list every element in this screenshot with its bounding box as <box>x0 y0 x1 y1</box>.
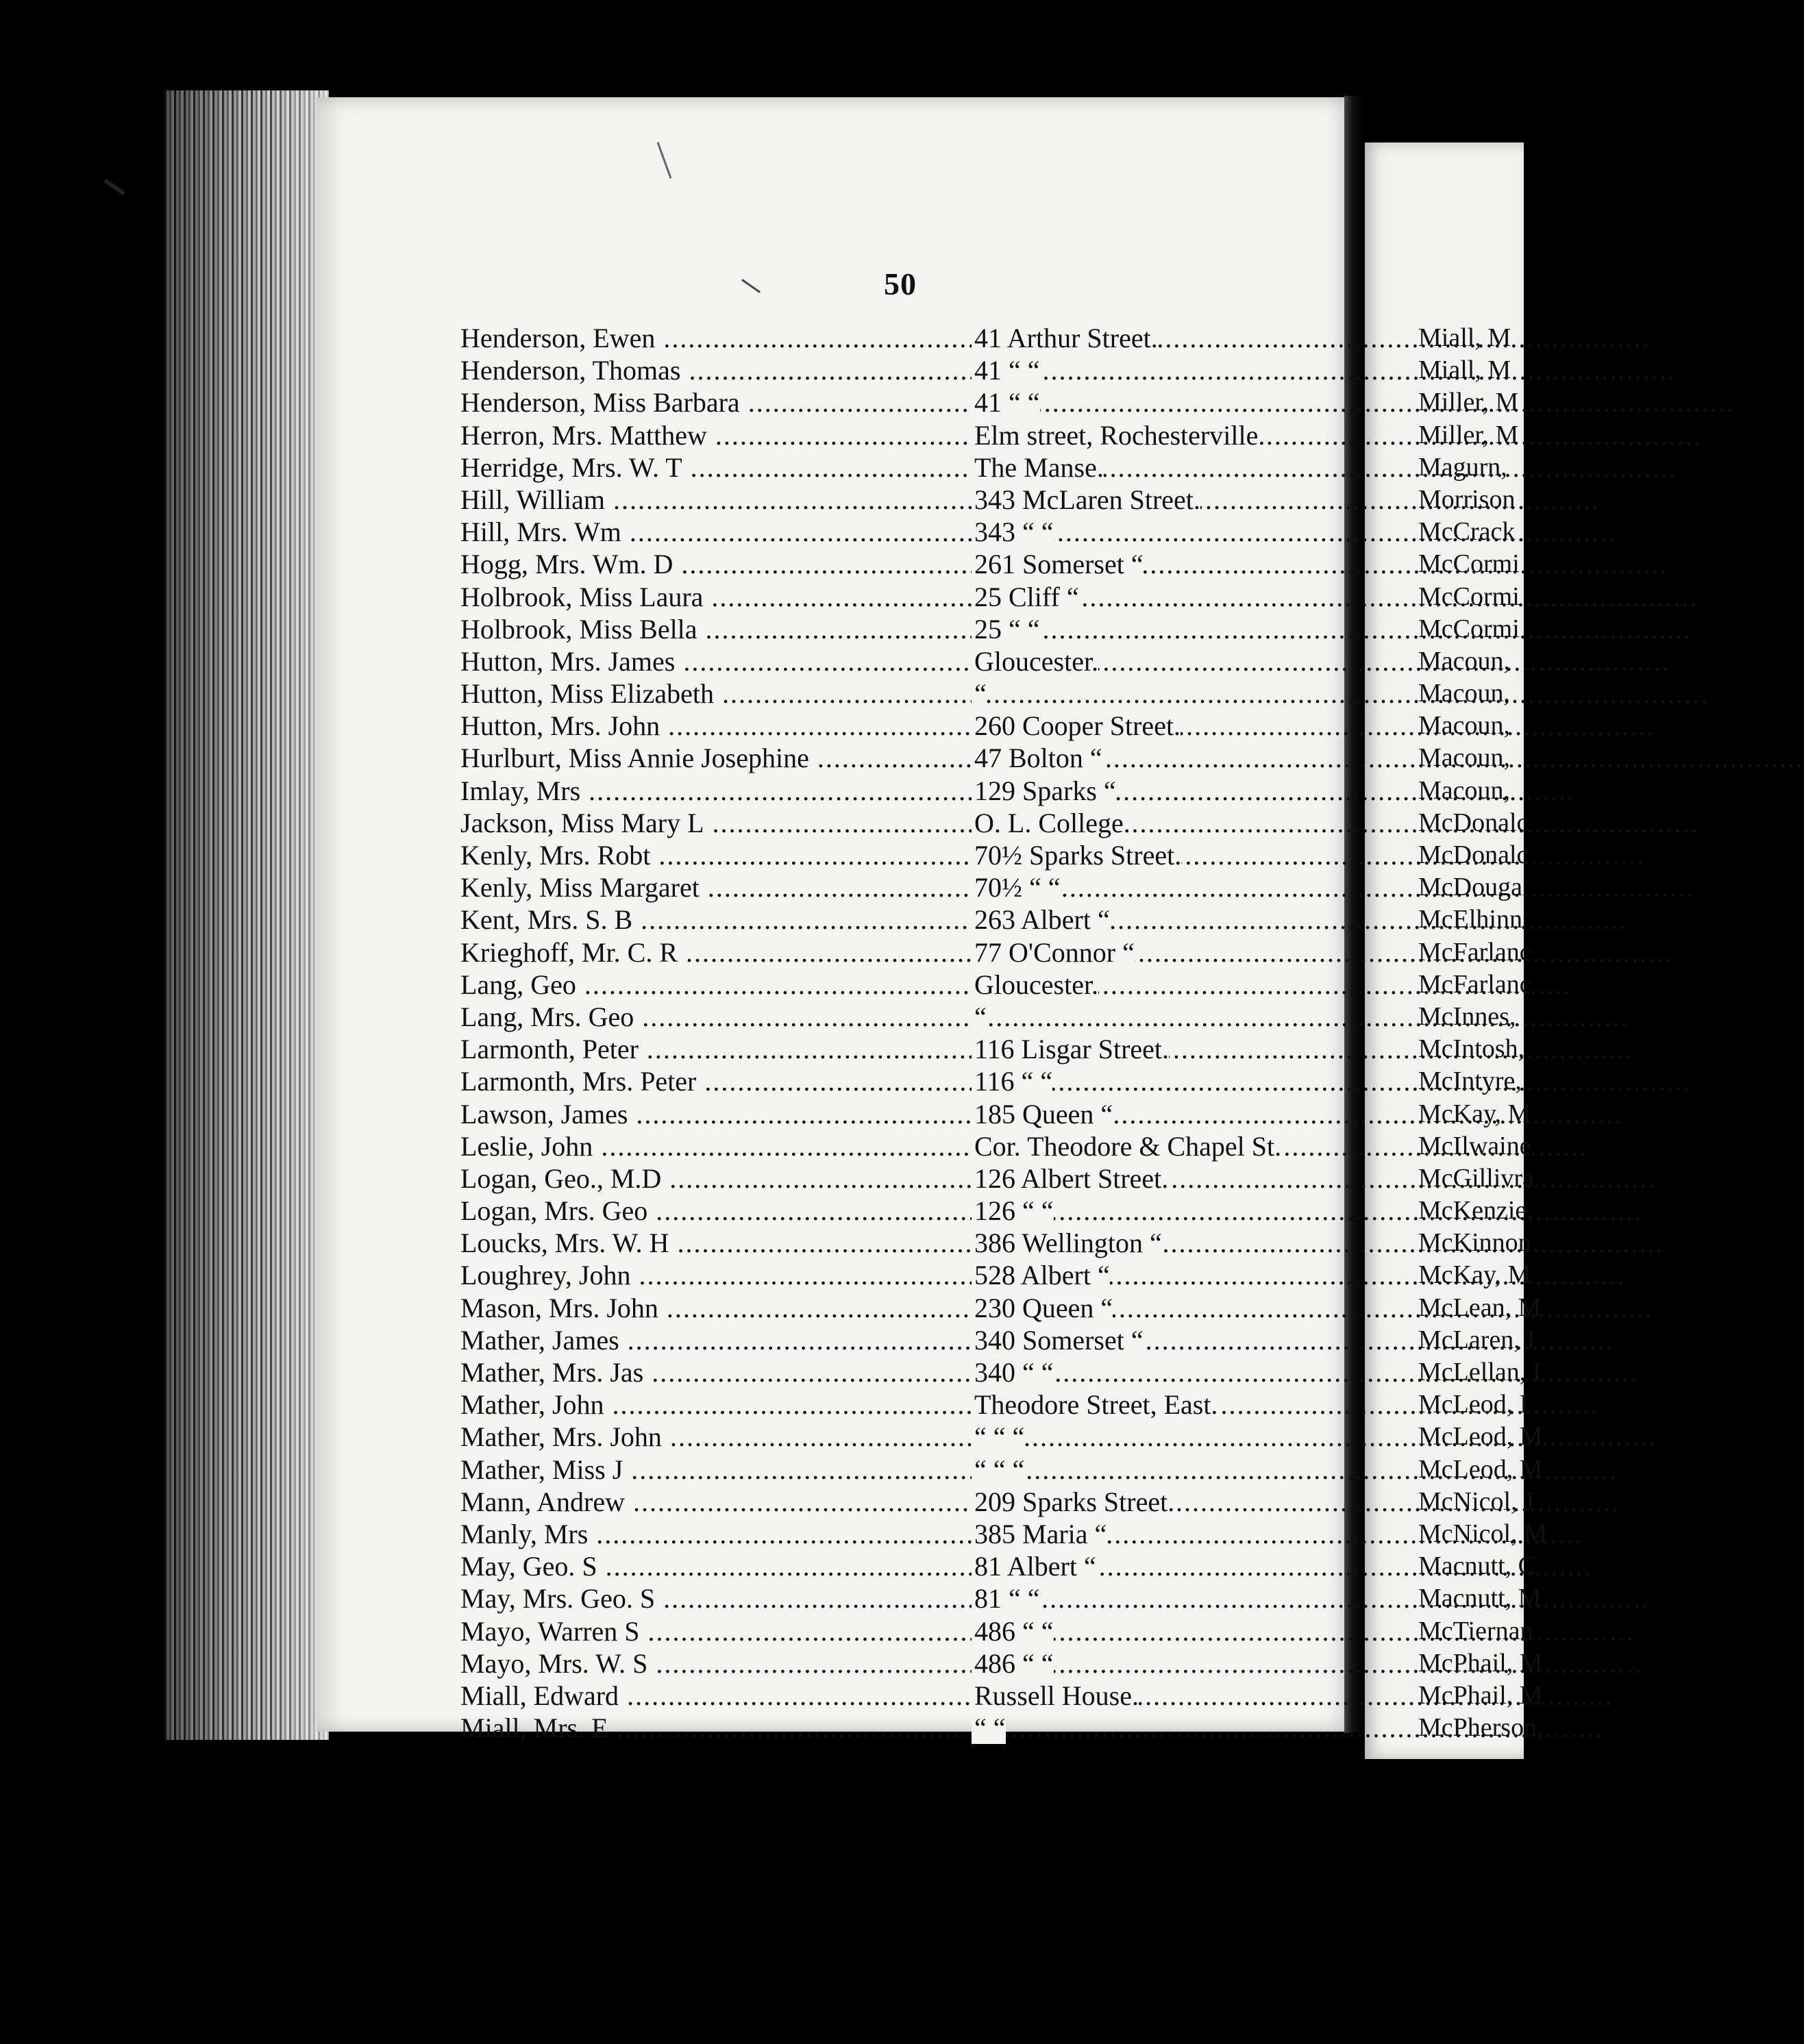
entry-name: Hurlburt, Miss Annie Josephine ..... <box>460 742 969 774</box>
directory-entry <box>460 1550 1344 1582</box>
directory-entry <box>460 1680 1344 1712</box>
right-entry: McCormi <box>1418 549 1520 579</box>
entry-address: “ <box>972 677 987 710</box>
directory-entry <box>460 1615 1344 1647</box>
directory-entry <box>460 1033 1344 1065</box>
entry-address: 230 Queen “ <box>972 1292 1113 1324</box>
entry-address: 386 Wellington “ <box>972 1227 1162 1259</box>
entry-name: Henderson, Miss Barbara ..... <box>460 386 969 419</box>
entry-address: O. L. College. <box>972 807 1130 839</box>
right-page-entries <box>1418 322 1547 1744</box>
entry-name: Leslie, John ..... <box>460 1130 969 1162</box>
entry-address: 25 “ “ <box>972 613 1040 645</box>
right-entry: Macoun, <box>1418 646 1511 675</box>
entry-name: Holbrook, Miss Bella ..... <box>460 613 969 645</box>
directory-entry <box>460 1001 1344 1033</box>
entry-address: 343 “ “ <box>972 516 1054 548</box>
entry-address: 209 Sparks Street. <box>972 1486 1174 1518</box>
right-entry: McKay, M <box>1418 1260 1531 1290</box>
right-entry: McPherson, <box>1418 1713 1544 1743</box>
entry-address: 343 McLaren Street. <box>972 484 1200 516</box>
entry-name: Krieghoff, Mr. C. R ..... <box>460 936 969 969</box>
entry-name: Lang, Geo ..... <box>460 969 969 1001</box>
directory-entry <box>460 1130 1344 1162</box>
entry-name: Lang, Mrs. Geo ..... <box>460 1001 969 1033</box>
right-entry: McNicol, J <box>1418 1486 1534 1516</box>
page-edge-shadow <box>164 90 329 1740</box>
entry-address: Theodore Street, East. <box>972 1388 1218 1421</box>
directory-entry <box>460 903 1344 936</box>
right-entry: McElhinn <box>1418 905 1522 934</box>
entry-name: Hogg, Mrs. Wm. D ..... <box>460 548 969 580</box>
entry-address: 528 Albert “ <box>972 1259 1110 1291</box>
right-entry: McDonalc <box>1418 808 1529 837</box>
entry-name: Hutton, Mrs. John ..... <box>460 710 969 742</box>
entry-address: 116 “ “ <box>972 1065 1052 1097</box>
directory-entry <box>460 484 1344 516</box>
entry-name: Kent, Mrs. S. B ..... <box>460 903 969 936</box>
entry-address: 126 “ “ <box>972 1195 1054 1227</box>
entry-address: 70½ “ “ <box>972 871 1061 903</box>
entry-address: “ “ <box>972 1712 1006 1744</box>
directory-entry <box>460 419 1344 451</box>
directory-entry <box>460 1195 1344 1227</box>
right-entry: McKenzie, <box>1418 1196 1533 1225</box>
entry-name: Logan, Geo., M.D ..... <box>460 1162 969 1195</box>
entry-address: Russell House. <box>972 1680 1139 1712</box>
directory-entry <box>460 677 1344 710</box>
entry-name: Mather, John ..... <box>460 1388 969 1421</box>
right-entry: McTiernan <box>1418 1616 1533 1645</box>
entry-name: Loughrey, John ..... <box>460 1259 969 1291</box>
entry-name: Mather, Miss J ..... <box>460 1454 969 1486</box>
entry-address: Cor. Theodore & Chapel St. <box>972 1130 1281 1162</box>
right-entry: Miller, M <box>1418 388 1519 417</box>
entry-address: 41 Arthur Street. <box>972 322 1158 354</box>
entry-name: Hill, Mrs. Wm ..... <box>460 516 969 548</box>
right-entry: Macoun, <box>1418 711 1511 740</box>
right-entry: Miall, M <box>1418 323 1511 352</box>
directory-entry <box>460 1162 1344 1195</box>
entry-address: 47 Bolton “ <box>972 742 1102 774</box>
entry-name: Manly, Mrs ..... <box>460 1518 969 1550</box>
right-entry: McCormi <box>1418 614 1520 643</box>
right-entry: McLeod, I <box>1418 1390 1529 1419</box>
directory-entry <box>460 386 1344 419</box>
right-entry: Miller, M <box>1418 420 1519 449</box>
entry-name: May, Geo. S ..... <box>460 1550 969 1582</box>
right-entry: McFarlanc <box>1418 937 1531 967</box>
right-entry: McPhail, M <box>1418 1680 1543 1710</box>
entry-name: Mayo, Mrs. W. S ..... <box>460 1647 969 1680</box>
entry-address: “ <box>972 1001 987 1033</box>
directory-entry <box>460 1388 1344 1421</box>
directory-entry <box>460 1324 1344 1356</box>
directory-entry <box>460 581 1344 613</box>
right-entry: Macoun, <box>1418 679 1511 708</box>
entry-name: Lawson, James ..... <box>460 1098 969 1130</box>
entry-name: Henderson, Ewen ..... <box>460 322 969 354</box>
right-entry: Macoun, <box>1418 743 1511 773</box>
right-entry: Miall, M <box>1418 356 1511 385</box>
entry-address: Gloucester. <box>972 969 1098 1001</box>
directory-entry <box>460 1454 1344 1486</box>
right-entry: McFarlanc <box>1418 969 1531 999</box>
entry-name: Hutton, Miss Elizabeth ..... <box>460 677 969 710</box>
entry-address: 81 Albert “ <box>972 1550 1096 1582</box>
right-entry: McKinnon <box>1418 1228 1531 1258</box>
entry-address: 126 Albert Street. <box>972 1162 1168 1195</box>
directory-entry <box>460 807 1344 839</box>
right-entry: McIlwaine <box>1418 1131 1531 1160</box>
entry-address: 77 O'Connor “ <box>972 936 1135 969</box>
entry-name: Mayo, Warren S ..... <box>460 1615 969 1647</box>
entry-name: Holbrook, Miss Laura ..... <box>460 581 969 613</box>
right-entry: McGillivra <box>1418 1163 1534 1193</box>
directory-entry <box>460 1486 1344 1518</box>
directory-entry <box>460 1065 1344 1097</box>
directory-entry <box>460 936 1344 969</box>
entry-name: May, Mrs. Geo. S ..... <box>460 1582 969 1615</box>
entry-address: 116 Lisgar Street. <box>972 1033 1169 1065</box>
directory-entry <box>460 839 1344 871</box>
right-entry: McDonalc <box>1418 840 1529 869</box>
entry-address: 41 “ “ <box>972 354 1040 386</box>
right-entry: Macnutt, C <box>1418 1551 1535 1581</box>
entry-name: Larmonth, Peter ..... <box>460 1033 969 1065</box>
entry-address: “ “ “ <box>972 1421 1024 1453</box>
entry-address: 486 “ “ <box>972 1615 1054 1647</box>
right-entry: Magurn, <box>1418 452 1507 482</box>
directory-entry <box>460 1292 1344 1324</box>
entry-name: Kenly, Mrs. Robt ..... <box>460 839 969 871</box>
entry-address: “ “ “ <box>972 1454 1024 1486</box>
right-entry: Macoun, <box>1418 775 1511 805</box>
directory-entry <box>460 354 1344 386</box>
entry-name: Imlay, Mrs ..... <box>460 775 969 807</box>
right-entry: McLean, M <box>1418 1293 1542 1322</box>
entry-name: Mann, Andrew ..... <box>460 1486 969 1518</box>
entry-name: Herron, Mrs. Matthew ..... <box>460 419 969 451</box>
scan-mark <box>103 179 125 195</box>
entry-name: Henderson, Thomas ..... <box>460 354 969 386</box>
right-entry: Morrison <box>1418 484 1516 514</box>
directory-entry <box>460 451 1344 484</box>
entry-name: Hill, William ..... <box>460 484 969 516</box>
entry-address: 70½ Sparks Street. <box>972 839 1181 871</box>
directory-entry <box>460 1356 1344 1388</box>
directory-entry <box>460 645 1344 677</box>
directory-entry <box>460 1647 1344 1680</box>
entry-address: 25 Cliff “ <box>972 581 1079 613</box>
entry-address: 41 “ “ <box>972 386 1040 419</box>
entry-address: 385 Maria “ <box>972 1518 1107 1550</box>
right-entry: McKay, M <box>1418 1099 1531 1128</box>
right-entry: McLaren, I <box>1418 1325 1535 1354</box>
directory-entry <box>460 742 1344 774</box>
entry-address: Gloucester. <box>972 645 1098 677</box>
page-number: 50 <box>884 266 917 301</box>
directory-entry <box>460 322 1344 354</box>
directory-entry <box>460 1582 1344 1615</box>
right-entry: McIntosh, <box>1418 1034 1525 1064</box>
right-entry: McIntyre, <box>1418 1067 1522 1096</box>
entry-name: Herridge, Mrs. W. T ..... <box>460 451 969 484</box>
directory-entry <box>460 871 1344 903</box>
right-entry: McLellan, I <box>1418 1358 1542 1386</box>
directory-entry <box>460 548 1344 580</box>
entry-address: The Manse. <box>972 451 1104 484</box>
right-entry: McCrack <box>1418 517 1516 547</box>
directory-entry <box>460 516 1344 548</box>
entry-name: Mather, James ..... <box>460 1324 969 1356</box>
entry-address: Elm street, Rochesterville. <box>972 419 1265 451</box>
entry-address: 486 “ “ <box>972 1647 1054 1680</box>
entry-address: 260 Cooper Street. <box>972 710 1181 742</box>
directory-entry <box>460 613 1344 645</box>
entry-name: Jackson, Miss Mary L ..... <box>460 807 969 839</box>
entry-name: Loucks, Mrs. W. H ..... <box>460 1227 969 1259</box>
entry-address: 129 Sparks “ <box>972 775 1116 807</box>
right-entry: McCormi <box>1418 582 1520 611</box>
entry-name: Larmonth, Mrs. Peter ..... <box>460 1065 969 1097</box>
entry-name: Miall, Mrs. E ..... <box>460 1712 969 1744</box>
entry-address: 185 Queen “ <box>972 1098 1113 1130</box>
entry-address: 340 Somerset “ <box>972 1324 1144 1356</box>
directory-entry <box>460 1259 1344 1291</box>
entry-name: Mather, Mrs. John ..... <box>460 1421 969 1453</box>
directory-entry <box>460 1421 1344 1453</box>
right-entry: McPhail, M <box>1418 1648 1543 1678</box>
directory-entry <box>460 1518 1344 1550</box>
directory-entry <box>460 1098 1344 1130</box>
entry-name: Kenly, Miss Margaret ..... <box>460 871 969 903</box>
right-entry: McLeod, M <box>1418 1454 1543 1484</box>
directory-entry <box>460 1227 1344 1259</box>
right-entry: McInnes, <box>1418 1001 1516 1031</box>
directory-entries <box>460 322 1344 1744</box>
entry-address: 261 Somerset “ <box>972 548 1144 580</box>
entry-address: 263 Albert “ <box>972 903 1110 936</box>
directory-entry <box>460 775 1344 807</box>
entry-name: Mason, Mrs. John ..... <box>460 1292 969 1324</box>
directory-entry <box>460 1712 1344 1744</box>
entry-address: 81 “ “ <box>972 1582 1040 1615</box>
entry-name: Miall, Edward ..... <box>460 1680 969 1712</box>
right-entry: Macnutt, M <box>1418 1584 1542 1613</box>
entry-name: Logan, Mrs. Geo ..... <box>460 1195 969 1227</box>
right-entry: McDouga <box>1418 873 1522 902</box>
right-entry: McLeod, M <box>1418 1422 1543 1451</box>
entry-name: Hutton, Mrs. James ..... <box>460 645 969 677</box>
entry-address: 340 “ “ <box>972 1356 1054 1388</box>
right-entry: McNicol, M <box>1418 1519 1547 1548</box>
directory-entry <box>460 710 1344 742</box>
directory-entry <box>460 969 1344 1001</box>
entry-name: Mather, Mrs. Jas ..... <box>460 1356 969 1388</box>
